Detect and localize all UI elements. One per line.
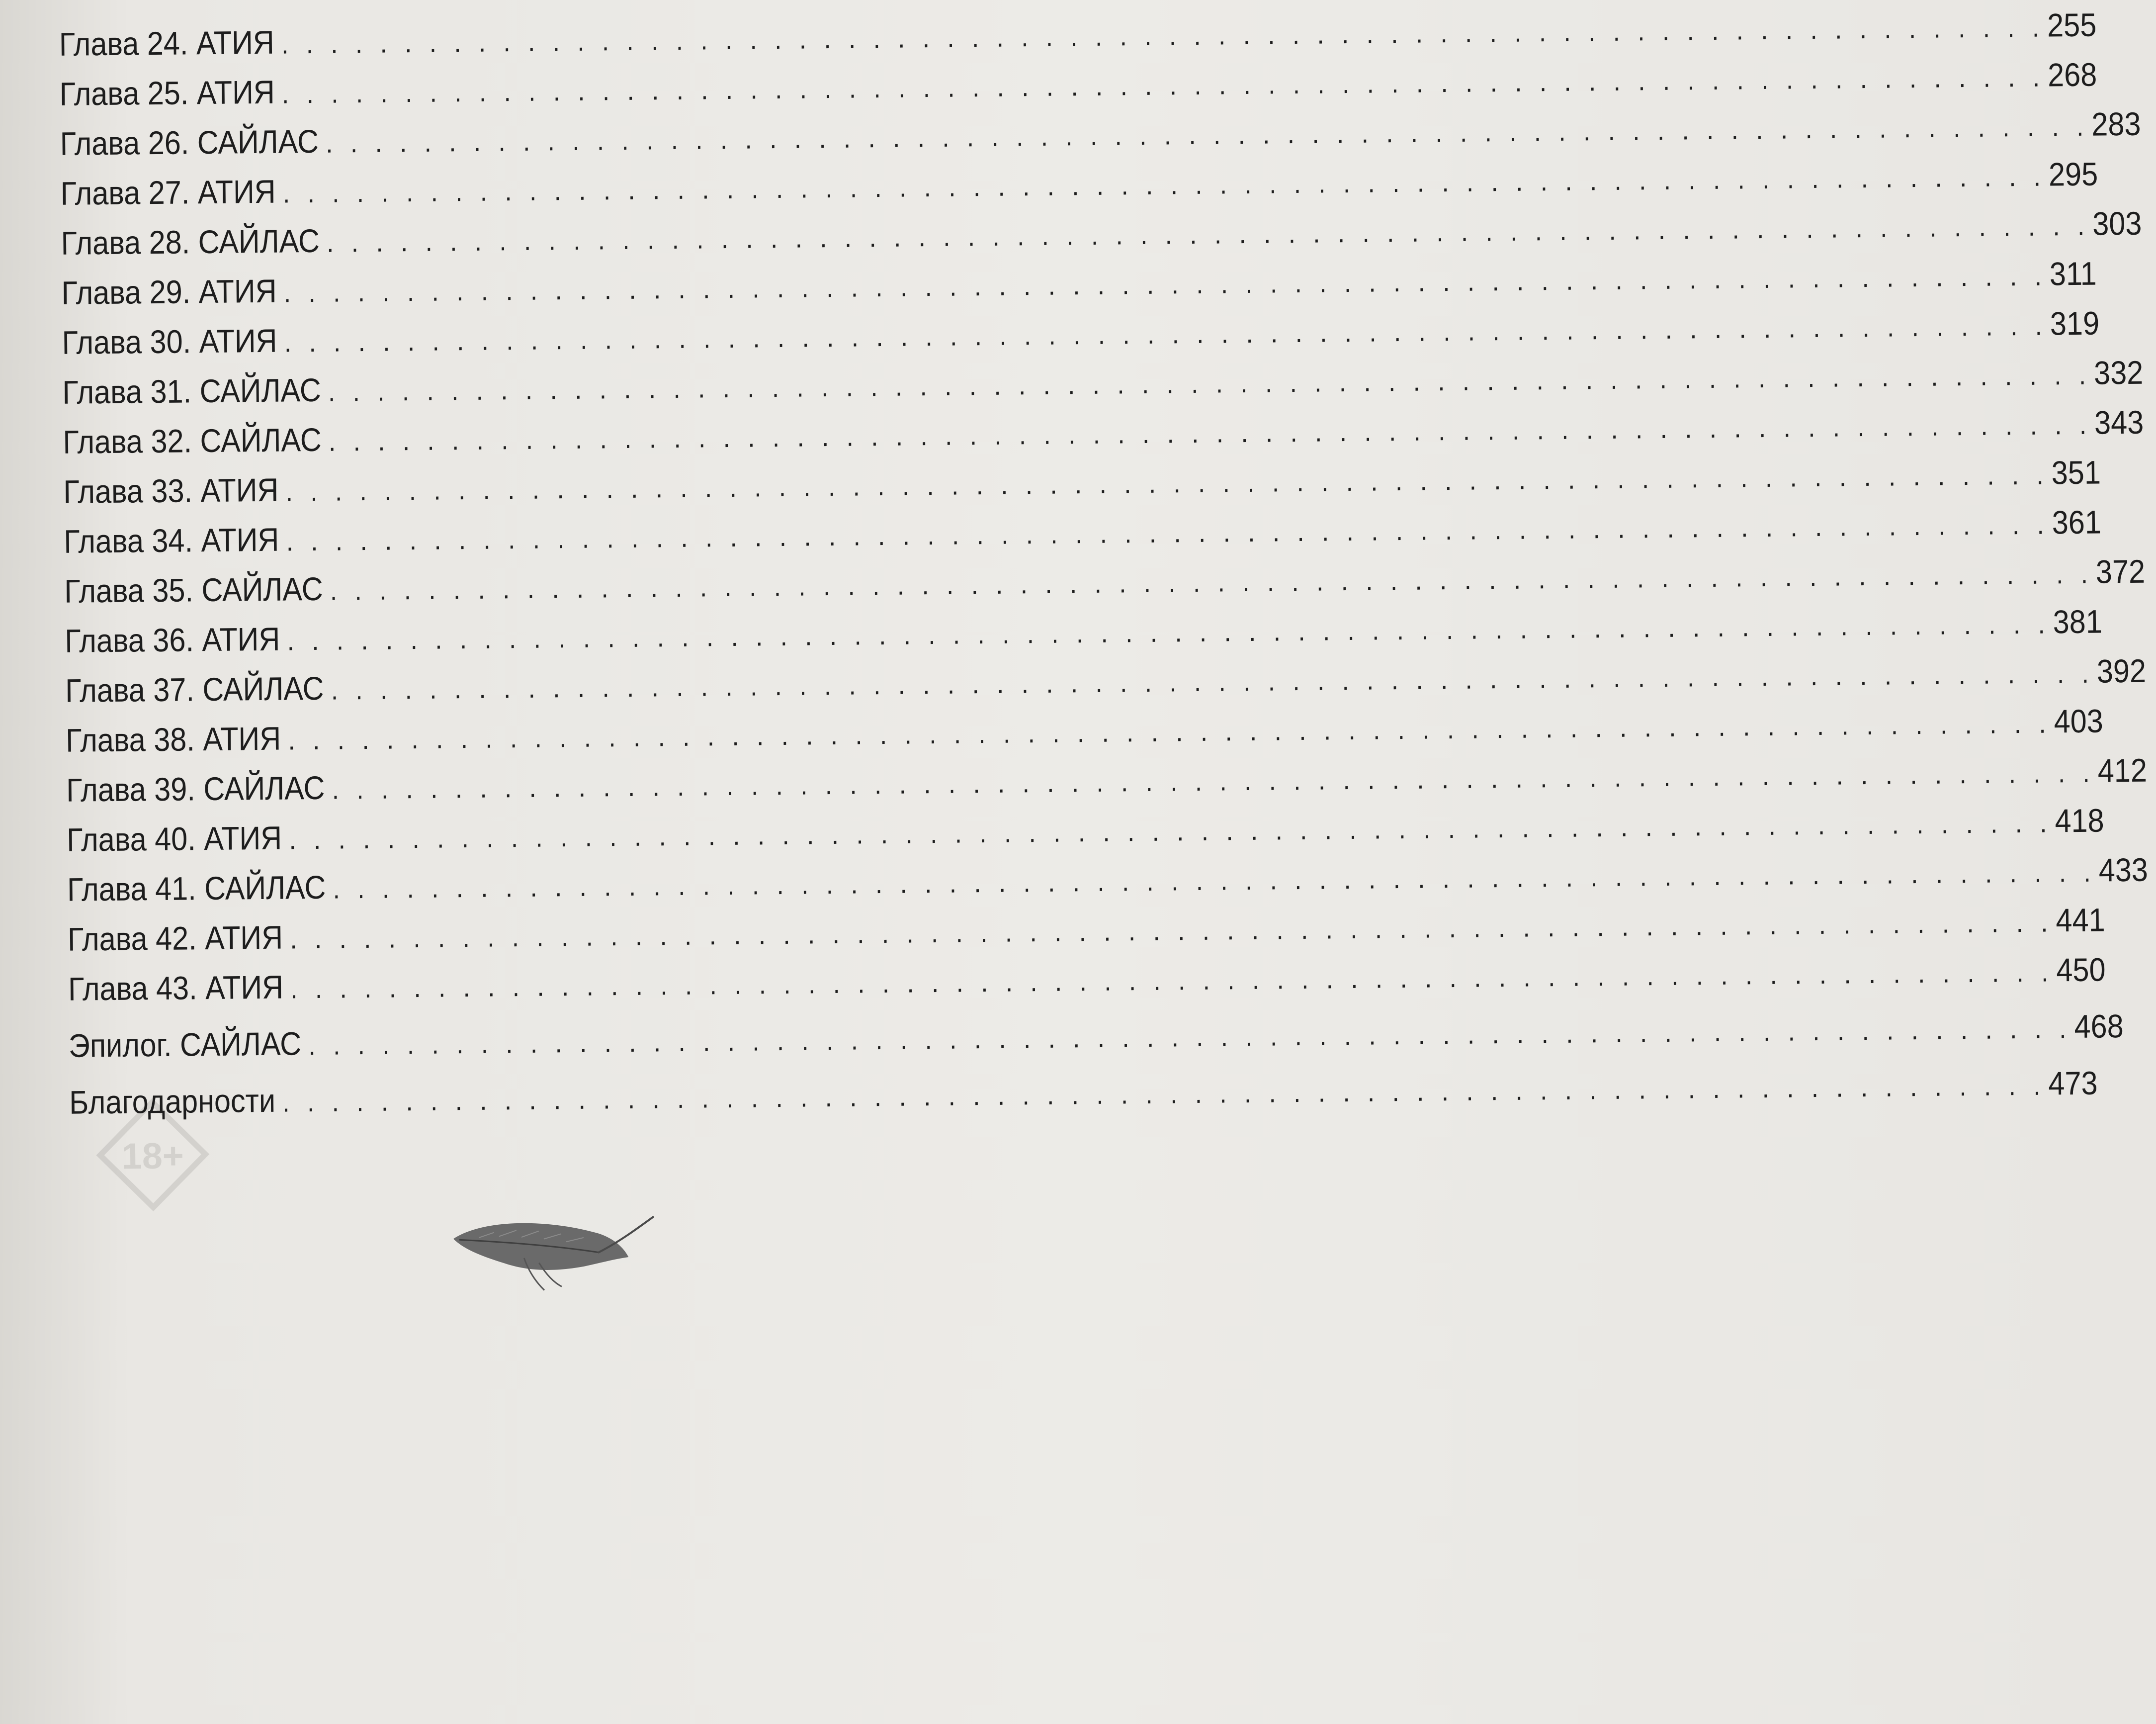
- dot-leader: . . . . . . . . . . . . . . . . . . . . . . . . . . . . . . . . . . . . . . . . . . . . . . . . . . . . . . . . . . . . . . . . . . . . . . . .: [328, 359, 2092, 407]
- feather-icon: [449, 1207, 659, 1298]
- toc-entry-page: 361: [2052, 503, 2102, 541]
- toc-entry-page: 268: [2047, 56, 2097, 93]
- dot-leader: . . . . . . . . . . . . . . . . . . . . . . . . . . . . . . . . . . . . . . . . . . . . . . . . . . . . . . . . . . . . . . . . . . . . . . . .: [287, 608, 2051, 656]
- toc-entry-title: Глава 36. АТИЯ: [65, 620, 280, 659]
- dot-leader: . . . . . . . . . . . . . . . . . . . . . . . . . . . . . . . . . . . . . . . . . . . . . . . . . . . . . . . . . . . . . . . . . . . . . . . .: [283, 260, 2047, 308]
- dot-leader: . . . . . . . . . . . . . . . . . . . . . . . . . . . . . . . . . . . . . . . . . . . . . . . . . . . . . . . . . . . . . . . . . . . . . . . .: [328, 408, 2092, 457]
- toc-entry-page: 441: [2056, 901, 2105, 939]
- toc-entry: [64, 503, 2102, 566]
- dot-leader: . . . . . . . . . . . . . . . . . . . . . . . . . . . . . . . . . . . . . . . . . . . . . . . . . . . . . . . . . . . . . . . . . . . . . . . .: [289, 807, 2053, 855]
- toc-entry: [63, 454, 2101, 517]
- toc-entry-title: Глава 26. САЙЛАС: [60, 122, 319, 162]
- toc-entry-page: 343: [2094, 403, 2144, 441]
- dot-leader: . . . . . . . . . . . . . . . . . . . . . . . . . . . . . . . . . . . . . . . . . . . . . . . . . . . . . . . . . . . . . . . . . . . . . . . .: [290, 906, 2054, 955]
- toc-entry-title: Глава 34. АТИЯ: [64, 521, 279, 560]
- dot-leader: . . . . . . . . . . . . . . . . . . . . . . . . . . . . . . . . . . . . . . . . . . . . . . . . . . . . . . . . . . . . . . . . . . . . . . . .: [326, 110, 2089, 159]
- toc-entry: [65, 603, 2103, 666]
- toc-entry-title: Глава 35. САЙЛАС: [64, 570, 323, 610]
- toc-entry: [59, 6, 2097, 69]
- toc-entry-title: Глава 32. САЙЛАС: [63, 421, 322, 460]
- toc-entry-title: Глава 40. АТИЯ: [66, 819, 282, 858]
- toc-entry-epilogue: [68, 1007, 2124, 1071]
- toc-entry-page: 283: [2091, 105, 2141, 143]
- toc-entry-page: 351: [2051, 454, 2101, 491]
- toc-entry: [61, 255, 2097, 318]
- toc-entry-page: 295: [2048, 155, 2098, 193]
- dot-leader: . . . . . . . . . . . . . . . . . . . . . . . . . . . . . . . . . . . . . . . . . . . . . . . . . . . . . . . . . . . . . . . . . . . . . . . .: [281, 11, 2045, 60]
- toc-entry-title: Эпилог. САЙЛАС: [68, 1025, 302, 1064]
- toc-entry: [66, 802, 2104, 865]
- dot-leader: . . . . . . . . . . . . . . . . . . . . . . . . . . . . . . . . . . . . . . . . . . . . . . . . . . . . . . . . . . . . . . . . . . . . . . . .: [330, 557, 2093, 606]
- dot-leader: . . . . . . . . . . . . . . . . . . . . . . . . . . . . . . . . . . . . . . . . . . . . . . . . . . . . . . . . . . . . . . . . . . . . . . . .: [290, 956, 2054, 1004]
- toc-entry: [65, 702, 2104, 765]
- dot-leader: . . . . . . . . . . . . . . . . . . . . . . . . . . . . . . . . . . . . . . . . . . . . . . . . . . . . . . . . . . . . . . . . . . . . . . . .: [333, 856, 2096, 905]
- toc-entry: [59, 56, 2097, 119]
- toc-entry-page: 418: [2055, 802, 2104, 839]
- toc-entry-acknowledgements: [69, 1064, 2098, 1127]
- toc-entry: [68, 951, 2106, 1014]
- toc-entry-title: Благодарности: [69, 1082, 276, 1121]
- toc-entry: [65, 652, 2147, 716]
- toc-entry: [67, 901, 2105, 964]
- toc-entry-title: Глава 29. АТИЯ: [61, 272, 277, 311]
- dot-leader: . . . . . . . . . . . . . . . . . . . . . . . . . . . . . . . . . . . . . . . . . . . . . . . . . . . . . . . . . . . . . . . . . . . . . . . .: [285, 458, 2049, 507]
- toc-entry-page: 403: [2054, 702, 2104, 740]
- toc-entry-title: Глава 27. АТИЯ: [60, 173, 276, 212]
- toc-entry: [61, 204, 2142, 268]
- toc-entry-page: 468: [2074, 1007, 2124, 1045]
- toc-entry-title: Глава 33. АТИЯ: [63, 471, 279, 510]
- toc-entry-page: 372: [2095, 552, 2146, 590]
- toc-entry-title: Глава 42. АТИЯ: [67, 918, 283, 958]
- toc-entry-page: 303: [2092, 204, 2142, 242]
- dot-leader: . . . . . . . . . . . . . . . . . . . . . . . . . . . . . . . . . . . . . . . . . . . . . . . . . . . . . . . . . . . . . . . . . . . . . . . .: [286, 508, 2050, 557]
- table-of-contents: [59, 6, 2149, 1127]
- toc-entry: [63, 403, 2144, 467]
- toc-entry-title: Глава 37. САЙЛАС: [65, 669, 324, 709]
- dot-leader: . . . . . . . . . . . . . . . . . . . . . . . . . . . . . . . . . . . . . . . . . . . . . . . . . . . . . . . . . . . . . . . . . . . . . . . .: [331, 657, 2094, 706]
- toc-entry: [64, 552, 2146, 616]
- toc-entry-page: 433: [2098, 851, 2149, 889]
- toc-entry: [66, 751, 2148, 815]
- dot-leader: . . . . . . . . . . . . . . . . . . . . . . . . . . . . . . . . . . . . . . . . . . . . . . . . . . . . . . . . . . . . . . . . . . . . . . . .: [282, 1069, 2046, 1118]
- dot-leader: . . . . . . . . . . . . . . . . . . . . . . . . . . . . . . . . . . . . . . . . . . . . . . . . . . . . . . . . . . . . . . . . . . . . . . . .: [282, 160, 2046, 209]
- toc-entry-title: Глава 28. САЙЛАС: [61, 222, 320, 262]
- toc-entry-page: 450: [2056, 951, 2106, 989]
- toc-entry-page: 381: [2053, 603, 2103, 640]
- svg-text:18+: 18+: [121, 1135, 184, 1177]
- toc-entry-page: 255: [2047, 6, 2097, 44]
- dot-leader: . . . . . . . . . . . . . . . . . . . . . . . . . . . . . . . . . . . . . . . . . . . . . . . . . . . . . . . . . . . . . . . . . . . . . . . .: [281, 61, 2046, 109]
- toc-entry: [60, 105, 2141, 169]
- dot-leader: . . . . . . . . . . . . . . . . . . . . . . . . . . . . . . . . . . . . . . . . . . . . . . . . . . . . . . . . . . . . . . . . . . . . . . . .: [332, 756, 2095, 805]
- toc-entry-title: Глава 30. АТИЯ: [62, 322, 277, 361]
- toc-entry-title: Глава 43. АТИЯ: [68, 968, 284, 1007]
- toc-entry-page: 473: [2048, 1064, 2098, 1102]
- toc-entry: [62, 354, 2144, 417]
- dot-leader: . . . . . . . . . . . . . . . . . . . . . . . . . . . . . . . . . . . . . . . . . . . . . . . . . . . . . . . . . . . . . . . . . . . . . . . .: [308, 1012, 2072, 1061]
- toc-entry-title: Глава 25. АТИЯ: [59, 73, 275, 112]
- toc-entry-page: 332: [2093, 354, 2144, 391]
- toc-entry-title: Глава 31. САЙЛАС: [62, 371, 322, 411]
- toc-entry-page: 412: [2097, 751, 2148, 789]
- toc-entry-page: 311: [2049, 255, 2097, 292]
- toc-entry-page: 319: [2050, 304, 2100, 342]
- toc-entry-title: Глава 39. САЙЛАС: [66, 769, 325, 809]
- toc-entry: [67, 851, 2149, 914]
- dot-leader: . . . . . . . . . . . . . . . . . . . . . . . . . . . . . . . . . . . . . . . . . . . . . . . . . . . . . . . . . . . . . . . . . . . . . . . .: [326, 209, 2090, 258]
- toc-entry-title: Глава 38. АТИЯ: [65, 720, 281, 759]
- toc-entry-title: Глава 24. АТИЯ: [59, 23, 275, 63]
- toc-entry: [62, 304, 2100, 367]
- toc-entry: [60, 155, 2098, 218]
- toc-entry-page: 392: [2096, 652, 2147, 690]
- dot-leader: . . . . . . . . . . . . . . . . . . . . . . . . . . . . . . . . . . . . . . . . . . . . . . . . . . . . . . . . . . . . . . . . . . . . . . . .: [288, 707, 2052, 756]
- dot-leader: . . . . . . . . . . . . . . . . . . . . . . . . . . . . . . . . . . . . . . . . . . . . . . . . . . . . . . . . . . . . . . . . . . . . . . . .: [284, 309, 2048, 358]
- toc-entry-title: Глава 41. САЙЛАС: [67, 868, 326, 908]
